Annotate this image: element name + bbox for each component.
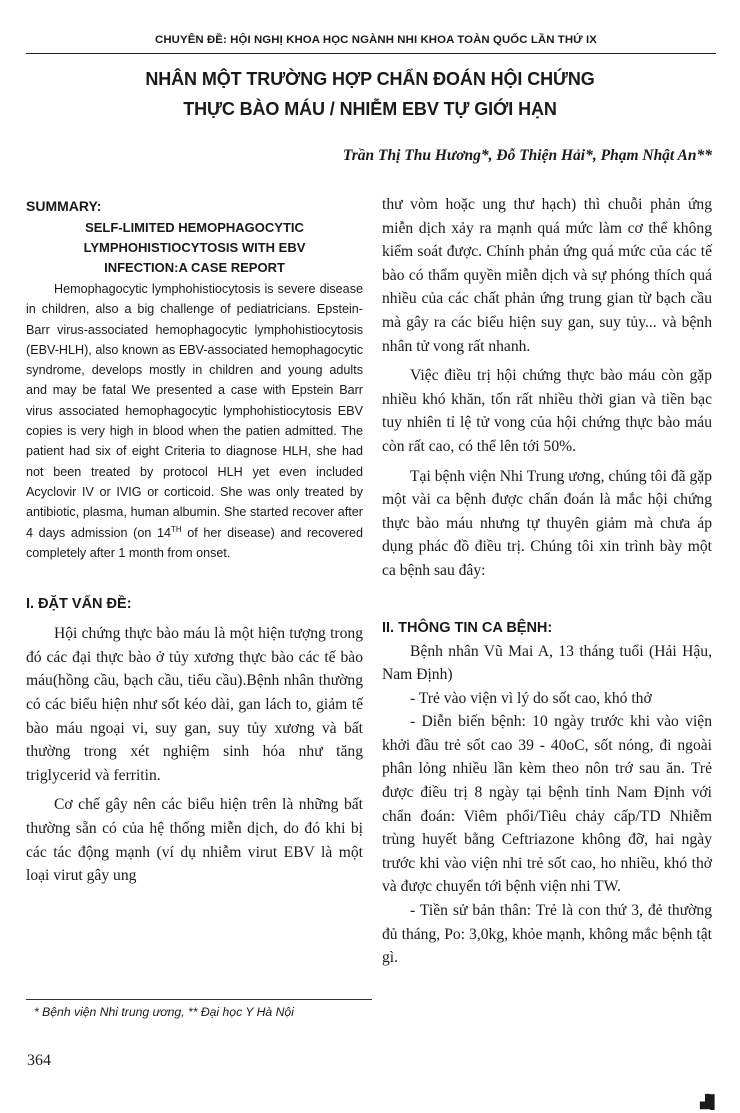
section-1-body [26,622,363,888]
summary-text-end: of her disease) and recovered completely after 1 month from onset. [26,525,363,560]
section-2-heading: II. THÔNG TIN CA BỆNH: [382,619,553,636]
right-column [382,193,712,970]
section-1-heading: I. ĐẶT VẤN ĐỀ: [26,596,132,613]
summary-paragraph [26,279,363,563]
section-2-body [382,640,712,970]
right-paragraph-3: Tại bệnh viện Nhi Trung ương, chúng tôi đã gặp một vài ca bệnh được chẩn đoán là mắc hội chứng thực bào máu nhưng tự thuyên giảm mà chưa áp dụng phác đồ điều trị. Chúng tôi xin trình bày một ca bệnh sau đây: [382,467,712,579]
footnote-rule [26,999,372,1000]
page-number: 364 [27,1052,51,1069]
summary-title-line-2: LYMPHOHISTIOCYTOSIS WITH EBV [83,240,306,255]
title-line-2: THỰC BÀO MÁU / NHIỄM EBV TỰ GIỚI HẠN [183,99,557,119]
header-rule [26,53,716,54]
scan-corner-mark: ▟▌ [700,1094,720,1109]
right-paragraph-2: Việc điều trị hội chứng thực bào máu còn gặp nhiều khó khăn, tốn rất nhiều thời gian và tiền bạc tuy nhiên tỉ lệ tử vong của hội chứng thực bào máu còn rất cao, có thể lên tới 50%. [382,367,712,455]
summary-title [26,218,363,278]
summary-body [26,279,363,563]
summary-title-line-3: INFECTION:A CASE REPORT [104,260,285,275]
summary-text: Hemophagocytic lymphohistiocytosis is severe disease in children, also a big challenge of pediatricians. Epstein-Barr virus-associated hemophagocytic lymphohistiocytosis (EBV-HLH), also known as EBV-associated hemophagocytic syndrome, develops mostly in children and young adults and may be fatal We presented a case with Epstein Barr virus associated hemophagocytic lymphohistiocytosis EBV copies is very high in blood when the patien admitted. The patient had six of eight Criteria to diagnose HLH, she had not been treated by protocol HLH yet even included Acyclovir IV or IVIG or corticoid. She was only treated by antibiotic, plasma, human albumin. She started recover after 4 days admission (on 14 [26,282,363,540]
case-paragraph-4: - Tiền sử bản thân: Trẻ là con thứ 3, đẻ thường đủ tháng, Po: 3,0kg, khỏe mạnh, không mắc bệnh tật gì. [382,902,712,967]
title-line-1: NHÂN MỘT TRƯỜNG HỢP CHẨN ĐOÁN HỘI CHỨNG [145,69,595,89]
article-title [90,64,650,124]
right-paragraph-1: thư vòm hoặc ung thư hạch) thì chuỗi phản ứng miễn dịch xảy ra mạnh quá mức làm cơ thể không kiểm soát được. Chính phản ứng quá mức của các tế bào có thẩm quyền miễn dịch và sự phóng thích quá nhiều của các chất phản ứng trung gian từ bạch cầu mà gây ra các biểu hiện suy gan, suy tủy... và bệnh nhân tử vong rất nhanh. [382,196,712,355]
summary-label: SUMMARY: [26,198,102,214]
case-paragraph-2: - Trẻ vào viện vì lý do sốt cao, khó thở [410,689,652,707]
section-1-paragraph-2: Cơ chế gây nên các biểu hiện trên là những bất thường sẵn có của hệ thống miễn dịch, do đó khi bị các tác động mạnh (ví dụ nhiễm virut EBV là một loại virut gây ung [26,796,363,885]
left-column [26,196,363,888]
authors: Trần Thị Thu Hương*, Đỗ Thiện Hải*, Phạm Nhật An** [342,147,712,164]
summary-title-line-1: SELF-LIMITED HEMOPHAGOCYTIC [85,220,304,235]
section-1-paragraph-1: Hội chứng thực bào máu là một hiện tượng trong đó các đại thực bào ở tủy xương thực bào các tế bào máu(hồng cầu, bạch cầu, tiểu cầu).Bệnh nhân thường có các biểu hiện như sốt kéo dài, gan lách to, giảm tế bào máu ngoại vi, suy gan, suy tủy xương và bất thường trong xét nghiệm sinh hóa như tăng triglycerid và ferritin. [26,625,363,784]
case-paragraph-1: Bệnh nhân Vũ Mai A, 13 tháng tuổi (Hải Hậu, Nam Định) [382,642,712,684]
footnote: * Bệnh viện Nhi trung ương, ** Đại học Y Hà Nội [34,1005,294,1019]
case-paragraph-3: - Diễn biến bệnh: 10 ngày trước khi vào viện khởi đầu trẻ sốt cao 39 - 40oC, sốt nóng, đi ngoài phân lỏng nhiều lần kèm theo nôn trớ sau ăn. Trẻ được điều trị 8 ngày tại bệnh tỉnh Nam Định với chẩn đoán: Viêm phổi/Tiêu chảy cấp/TD Nhiễm trùng huyết bằng Ceftriazone không đỡ, hai ngày trước khi vào viện nhi trẻ sốt cao, ho nhiều, khó thở và được chuyển tới bệnh viện nhi TW. [382,713,712,896]
summary-superscript: TH [170,524,182,534]
right-column-body [382,193,712,583]
running-header: CHUYÊN ĐỀ: HỘI NGHỊ KHOA HỌC NGÀNH NHI KHOA TOÀN QUỐC LẦN THỨ IX [155,34,597,46]
